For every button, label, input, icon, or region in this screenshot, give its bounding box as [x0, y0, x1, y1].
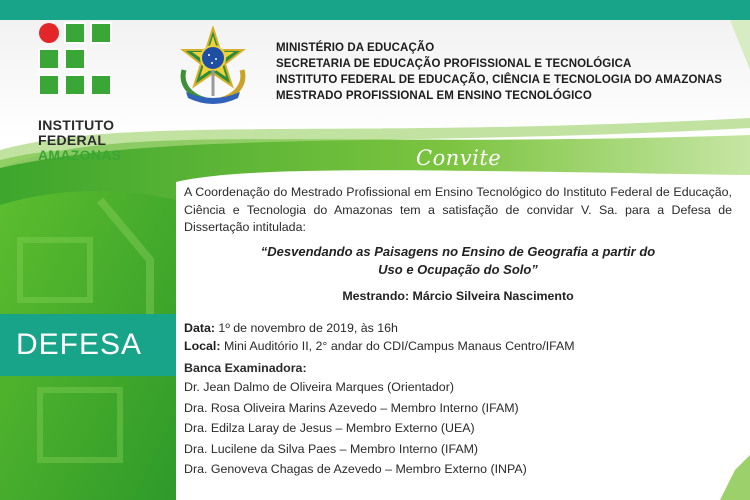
header-line-mestrado: MESTRADO PROFISSIONAL EM ENSINO TECNOLÓGICO — [276, 90, 592, 102]
logo-text-amazonas: AMAZONAS — [38, 147, 122, 163]
brazil-coat-of-arms-icon — [172, 26, 254, 108]
student-line — [184, 289, 732, 303]
date-line — [184, 320, 732, 338]
header-line-ministerio: MINISTÉRIO DA EDUCAÇÃO — [276, 42, 435, 54]
dissertation-title-line1: “Desvendando as Paisagens no Ensino de Geografia a partir do — [260, 244, 656, 259]
logo-text-instituto: INSTITUTO — [38, 117, 115, 133]
banca-member: Dr. Jean Dalmo de Oliveira Marques (Orientador) — [184, 380, 454, 394]
student-label: Mestrando — [342, 289, 405, 303]
date-value: 1º de novembro de 2019, às 16h — [214, 321, 398, 335]
student-name: : Márcio Silveira Nascimento — [404, 289, 574, 303]
instituto-federal-logo — [38, 22, 148, 163]
header-line-secretaria: SECRETARIA DE EDUCAÇÃO PROFISSIONAL E TECNOLÓGICA — [276, 58, 632, 70]
logo-grid-icon — [38, 22, 120, 112]
intro-paragraph: A Coordenação do Mestrado Profissional em Ensino Tecnológico do Instituto Federal de Educação, Ciência e Tecnologia do Amazonas tem a satisfação de convidar V. Sa. para a Defesa de Dissertação intitulada: — [184, 185, 732, 234]
dissertation-title — [184, 243, 732, 279]
place-label: Local: — [184, 338, 221, 353]
place-line — [184, 338, 732, 356]
convite-heading: Convite — [416, 146, 502, 170]
examining-board — [184, 360, 732, 480]
banca-member: Dra. Genoveva Chagas de Azevedo – Membro Externo (INPA) — [184, 462, 527, 476]
banca-member: Dra. Rosa Oliveira Marins Azevedo – Membro Interno (IFAM) — [184, 400, 519, 415]
defesa-badge: DEFESA — [0, 314, 176, 376]
banca-member: Dra. Edilza Laray de Jesus – Membro Externo (UEA) — [184, 421, 475, 435]
date-label: Data: — [184, 321, 215, 335]
top-accent-strip — [0, 0, 750, 20]
dissertation-title-line2: Uso e Ocupação do Solo” — [378, 262, 538, 277]
banca-heading: Banca Examinadora: — [184, 361, 307, 375]
logo-text-federal: FEDERAL — [38, 132, 107, 148]
ministry-header — [276, 40, 722, 104]
banca-member: Dra. Lucilene da Silva Paes – Membro Interno (IFAM) — [184, 441, 479, 456]
header-line-instituto: INSTITUTO FEDERAL DE EDUCAÇÃO, CIÊNCIA E TECNOLOGIA DO AMAZONAS — [276, 74, 723, 86]
place-value: Mini Auditório II, 2° andar do CDI/Campus Manaus Centro/IFAM — [220, 338, 575, 353]
event-info — [184, 320, 732, 355]
